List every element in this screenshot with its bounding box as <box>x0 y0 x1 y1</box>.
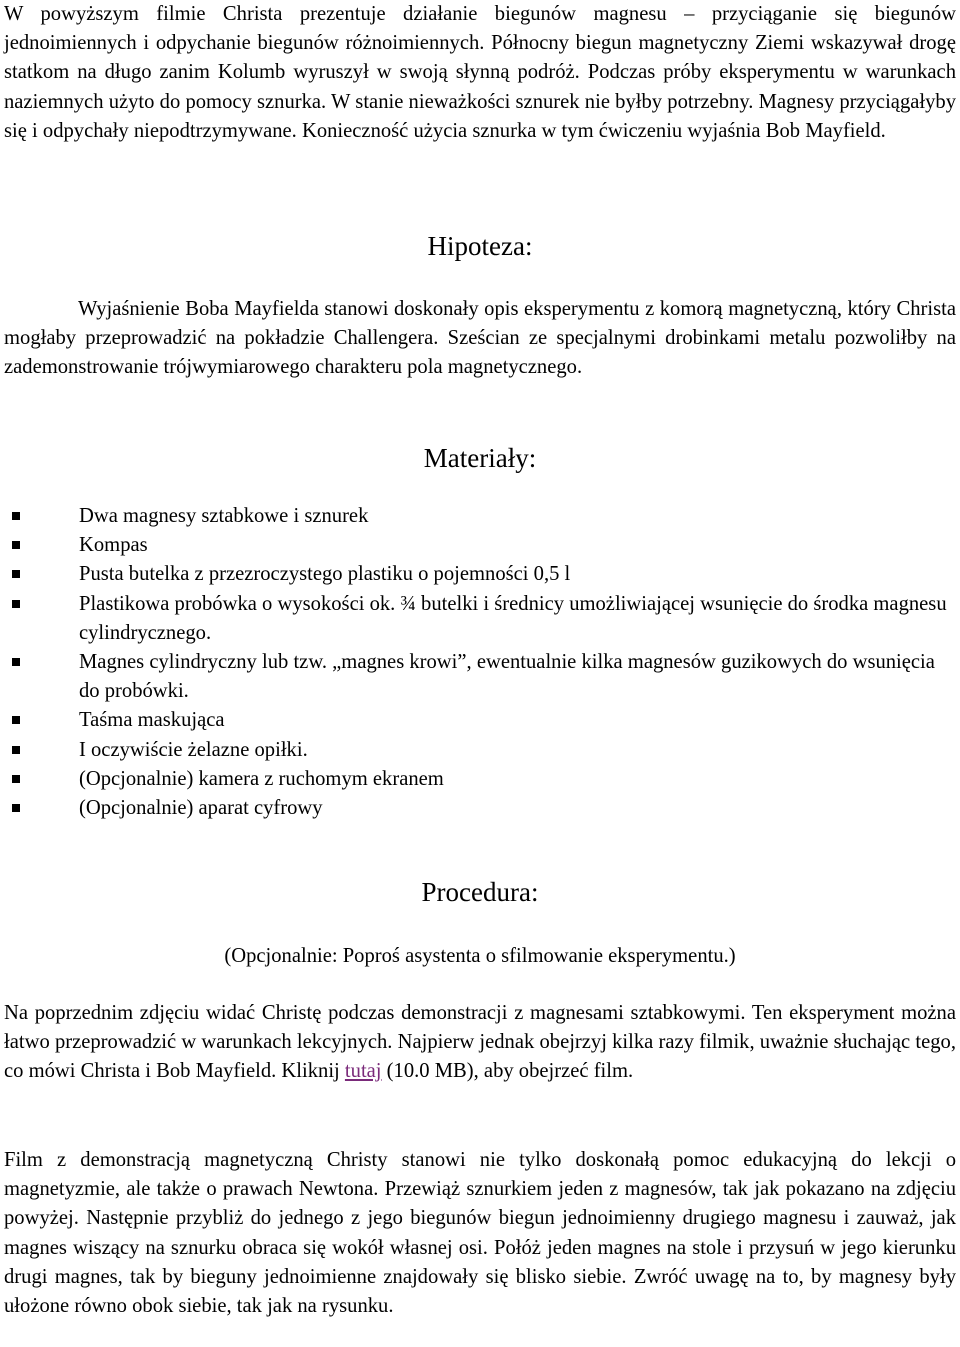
procedure-paragraph-1: Na poprzednim zdjęciu widać Christę podczas demonstracji z magnesami sztabkowymi. Ten eksperyment można łatwo przeprowadzić w warunkach lekcyjnych. Najpierw jednak obejrzyj kilka razy filmik, uważnie słuchając tego, co mówi Christa i Bob Mayfield. Kliknij tutaj (10.0 MB), aby obejrzeć film. <box>4 1002 956 1083</box>
list-item: (Opcjonalnie) kamera z ruchomym ekranem <box>4 765 956 794</box>
bullet-icon <box>12 658 20 666</box>
hypothesis-heading: Hipoteza: <box>427 231 533 261</box>
bullet-icon <box>12 570 20 578</box>
materials-list <box>4 502 956 823</box>
bullet-icon <box>12 512 20 520</box>
video-link[interactable]: tutaj <box>344 1060 382 1083</box>
list-item: Kompas <box>4 531 956 560</box>
list-item: (Opcjonalnie) aparat cyfrowy <box>4 794 956 823</box>
bullet-icon <box>12 775 20 783</box>
bullet-icon <box>12 716 20 724</box>
bullet-icon <box>12 600 20 608</box>
hypothesis-paragraph: Wyjaśnienie Boba Mayfielda stanowi doskonały opis eksperymentu z komorą magnetyczną, który Christa mogłaby przeprowadzić na pokładzie Challengera. Sześcian ze specjalnymi drobinkami metalu pozwoliłby na zademonstrowanie trójwymiarowego charakteru pola magnetycznego. <box>4 298 956 379</box>
bullet-icon <box>12 541 20 549</box>
bullet-icon <box>12 746 20 754</box>
intro-paragraph: W powyższym filmie Christa prezentuje działanie biegunów magnesu – przyciąganie się biegunów jednoimiennych i odpychanie biegunów różnoimiennych. Północny biegun magnetyczny Ziemi wskazywał drogę statkom na długo zanim Kolumb wyruszył w swoją słynną podróż. Podczas próby eksperymentu w warunkach naziemnych użyto do pomocy sznurka. W stanie nieważkości sznurek nie byłby potrzebny. Magnesy przyciągałyby się i odpychały niepodtrzymywane. Konieczność użycia sznurka w tym ćwiczeniu wyjaśnia Bob Mayfield. <box>4 3 956 142</box>
list-item: Dwa magnesy sztabkowe i sznurek <box>4 502 956 531</box>
procedure-note: (Opcjonalnie: Poproś asystenta o sfilmowanie eksperymentu.) <box>224 945 736 967</box>
procedure-heading: Procedura: <box>421 877 539 907</box>
list-item: Magnes cylindryczny lub tzw. „magnes krowi”, ewentualnie kilka magnesów guzikowych do wsunięcia do probówki. <box>4 648 956 706</box>
list-item: Taśma maskująca <box>4 706 956 735</box>
list-item: I oczywiście żelazne opiłki. <box>4 736 956 765</box>
bullet-icon <box>12 804 20 812</box>
list-item: Pusta butelka z przezroczystego plastiku o pojemności 0,5 l <box>4 560 956 589</box>
procedure-paragraph-2: Film z demonstracją magnetyczną Christy stanowi nie tylko doskonałą pomoc edukacyjną do lekcji o magnetyzmie, ale także o prawach Newtona. Przewiąż sznurkiem jeden z magnesów, tak jak pokazano na zdjęciu powyżej. Następnie przybliż do jednego z jego biegunów biegun jednoimienny drugiego magnesu i zauważ, jak magnes wiszący na sznurku obraca się wokół własnej osi. Połóż jeden magnes na stole i przysuń w jego kierunku drugi magnes, tak by bieguny jednoimienne znajdowały się blisko siebie. Zwróć uwagę na to, by magnesy były ułożone równo obok siebie, tak jak na rysunku. <box>4 1149 956 1318</box>
list-item: Plastikowa probówka o wysokości ok. ¾ butelki i średnicy umożliwiającej wsunięcie do środka magnesu cylindrycznego. <box>4 590 956 648</box>
materials-heading: Materiały: <box>423 443 537 473</box>
